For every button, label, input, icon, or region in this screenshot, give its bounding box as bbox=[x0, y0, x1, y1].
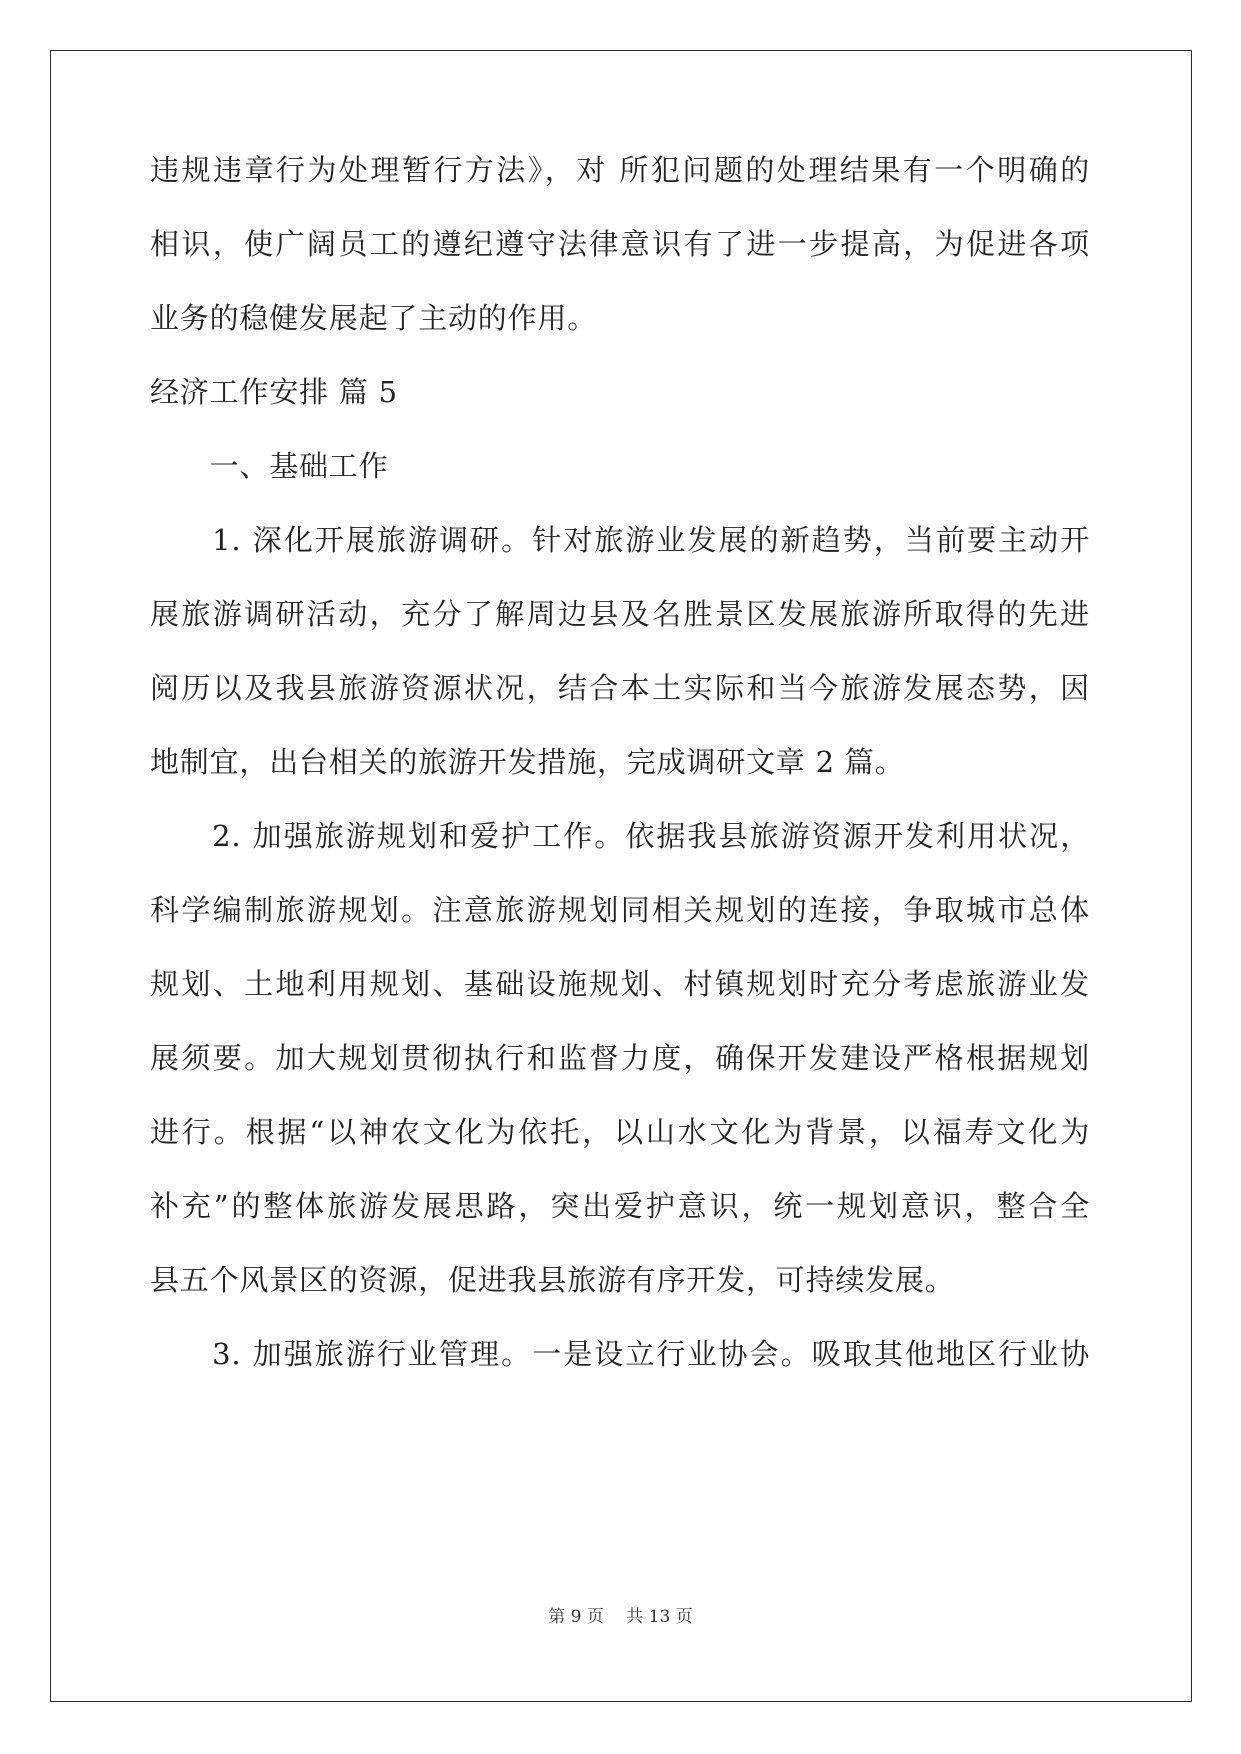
body-line-12: 规划、土地利用规划、基础设施规划、村镇规划时充分考虑旅游业发 bbox=[150, 967, 1090, 1001]
body-line-15: 补充”的整体旅游发展思路，突出爱护意识，统一规划意识，整合全 bbox=[150, 1189, 1090, 1223]
page-footer bbox=[0, 1605, 1241, 1629]
body-line-3: 业务的稳健发展起了主动的作用。 bbox=[150, 301, 598, 335]
body-line-16: 县五个风景区的资源，促进我县旅游有序开发，可持续发展。 bbox=[150, 1263, 955, 1297]
subheading-basic-work: 一、基础工作 bbox=[150, 449, 389, 483]
body-line-9: 地制宜，出台相关的旅游开发措施，完成调研文章 2 篇。 bbox=[150, 745, 905, 779]
body-line-17: 3. 加强旅游行业管理。一是设立行业协会。吸取其他地区行业协 bbox=[150, 1337, 1090, 1371]
body-line-1: 违规违章行为处理暂行方法》，对 所犯问题的处理结果有一个明确的 bbox=[150, 153, 1090, 187]
body-line-8: 阅历以及我县旅游资源状况，结合本土实际和当今旅游发展态势，因 bbox=[150, 671, 1090, 705]
body-line-13: 展须要。加大规划贯彻执行和监督力度，确保开发建设严格根据规划 bbox=[150, 1041, 1090, 1075]
page-number-label: 第 9 页 共 13 页 bbox=[548, 1607, 693, 1627]
body-line-10: 2. 加强旅游规划和爱护工作。依据我县旅游资源开发利用状况， bbox=[150, 819, 1090, 853]
body-line-11: 科学编制旅游规划。注意旅游规划同相关规划的连接，争取城市总体 bbox=[150, 893, 1090, 927]
body-line-7: 展旅游调研活动，充分了解周边县及名胜景区发展旅游所取得的先进 bbox=[150, 597, 1090, 631]
body-line-14: 进行。根据“以神农文化为依托，以山水文化为背景，以福寿文化为 bbox=[150, 1115, 1090, 1149]
section-heading: 经济工作安排 篇 5 bbox=[150, 375, 398, 409]
body-line-6: 1. 深化开展旅游调研。针对旅游业发展的新趋势，当前要主动开 bbox=[150, 523, 1090, 557]
body-line-2: 相识，使广阔员工的遵纪遵守法律意识有了进一步提高，为促进各项 bbox=[150, 227, 1090, 261]
